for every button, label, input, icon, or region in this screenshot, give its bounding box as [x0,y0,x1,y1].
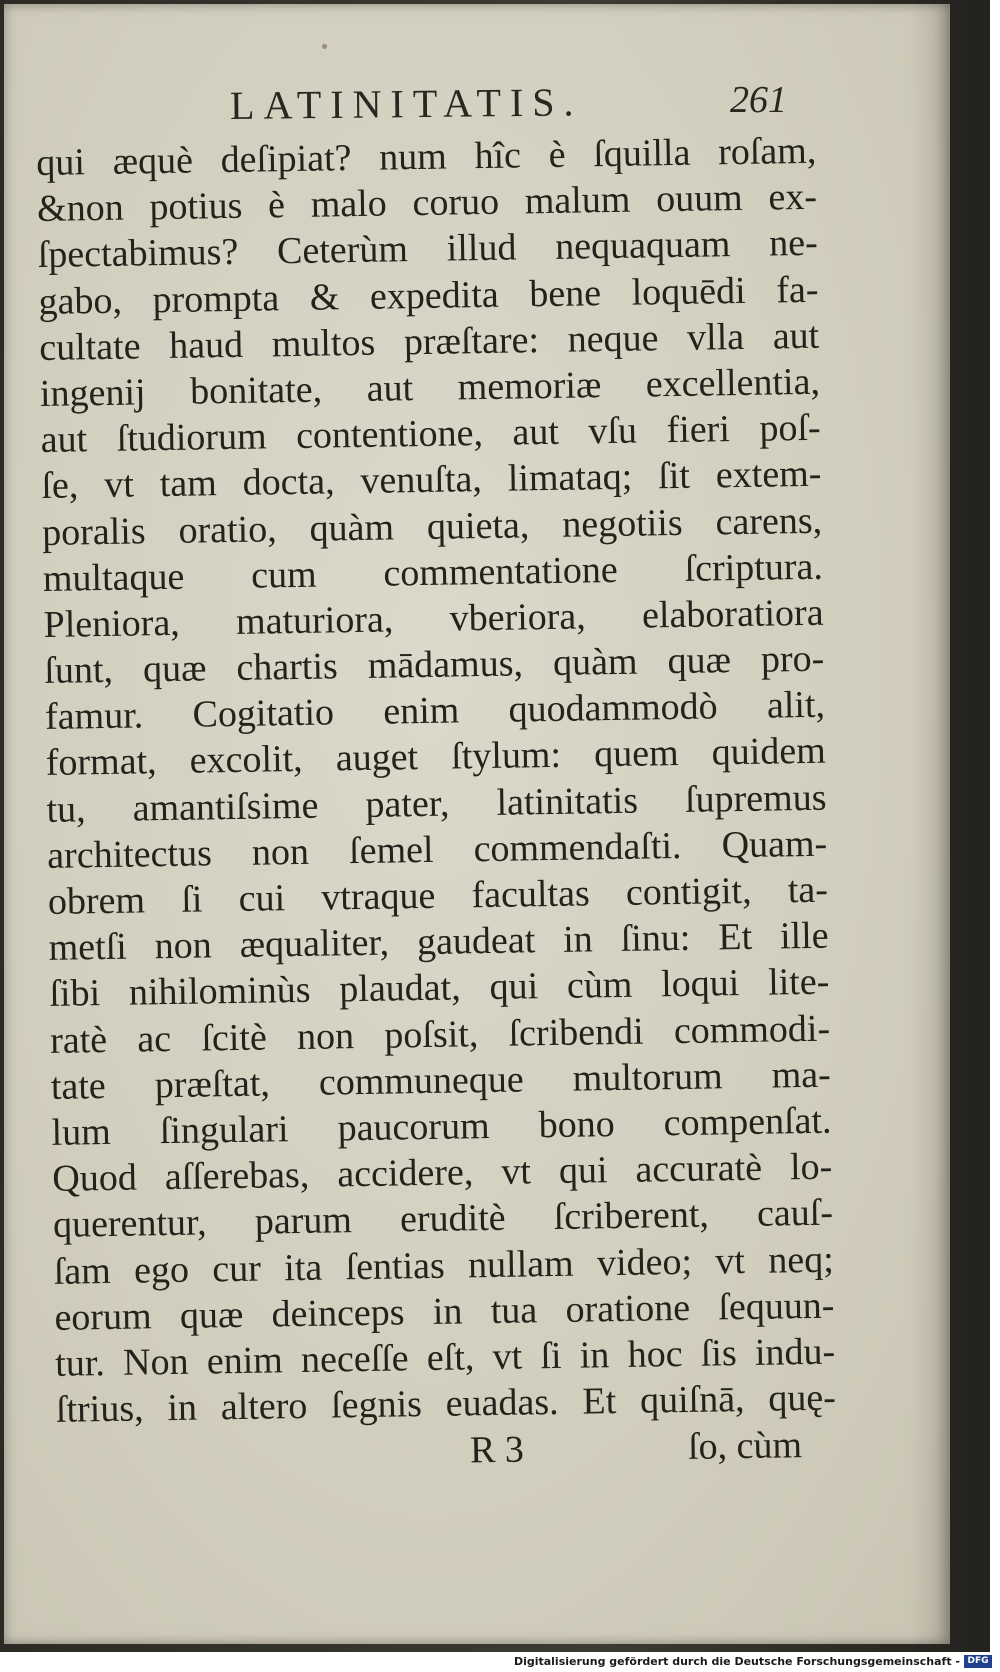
text-line: lum ſingulari paucorum bono compenſat. [51,1099,832,1154]
text-line: eorum quæ deinceps in tua oratione ſequun- [54,1284,835,1339]
text-line: ratè ac ſcitè non poſsit, ſcribendi commodi- [49,1007,831,1062]
page-gutter-shadow [910,4,950,1644]
text-line: ſam ego cur ita ſentias nullam video; vt neq; [53,1238,835,1293]
text-line: aut ſtudiorum contentione, aut vſu fieri poſ- [40,406,821,462]
text-line: tur. Non enim neceſſe eſt, vt ſi in hoc ſis indu- [54,1330,836,1385]
dfg-logo: DFG [964,1655,992,1668]
running-head: LATINITATIS. [229,79,583,128]
text-line: qui æquè deſipiat? num hîc è ſquilla roſam, [36,129,817,184]
text-line: ſibi nihilominùs plaudat, qui cùm loqui lite- [49,961,830,1016]
text-line: ſunt, quæ chartis mādamus, quàm quæ pro- [44,637,825,692]
text-line: ingenij bonitate, aut memoriæ excellentia, [39,360,821,415]
funding-credit: Digitalisierung gefördert durch die Deutsche Forschungsgemeinschaft - [513,1655,960,1668]
signature-mark: R 3 [469,1428,525,1472]
text-line: Quod aſſerebas, accidere, vt qui accuratè lo- [51,1145,833,1200]
ink-speck [322,44,327,49]
text-line: ſtrius, in altero ſegnis euadas. Et quiſnā, quę- [55,1376,837,1431]
text-line: ſpectabimus? Ceterùm illud nequaquam ne- [37,222,819,277]
text-line: Pleniora, maturiora, vberiora, elaboratiora [43,591,824,646]
text-line: format, excolit, auget ſtylum: quem quidem [45,730,827,785]
text-line: tu, amantiſsime pater, latinitatis ſupremus [46,776,827,831]
text-line: multaque cum commentatione ſcriptura. [42,545,824,600]
text-line: gabo, prompta & expedita bene loquēdi fa- [38,268,819,323]
text-line: obrem ſi cui vtraque facultas contigit, ta- [47,868,829,923]
text-line: cultate haud multos præſtare: neque vlla aut [38,314,820,369]
text-line: architectus non ſemel commendaſti. Quam- [46,822,828,877]
text-line: poralis oratio, quàm quieta, negotiis carens, [41,499,823,554]
body-text [36,128,836,1433]
text-line: querentur, parum eruditè ſcriberent, cauſ- [52,1191,834,1247]
text-line: ſe, vt tam docta, venuſta, limataq; ſit extem- [41,453,822,508]
text-line: tate præſtat, communeque multorum ma- [50,1053,832,1108]
catchword: ſo, cùm [687,1424,803,1468]
text-line: &non potius è malo coruo malum ouum ex- [36,175,818,231]
page-number: 261 [730,79,787,121]
text-line: metſi non æqualiter, gaudeat in ſinu: Et ille [48,914,829,970]
text-line: famur. Cogitatio enim quodammodò alit, [44,683,826,739]
